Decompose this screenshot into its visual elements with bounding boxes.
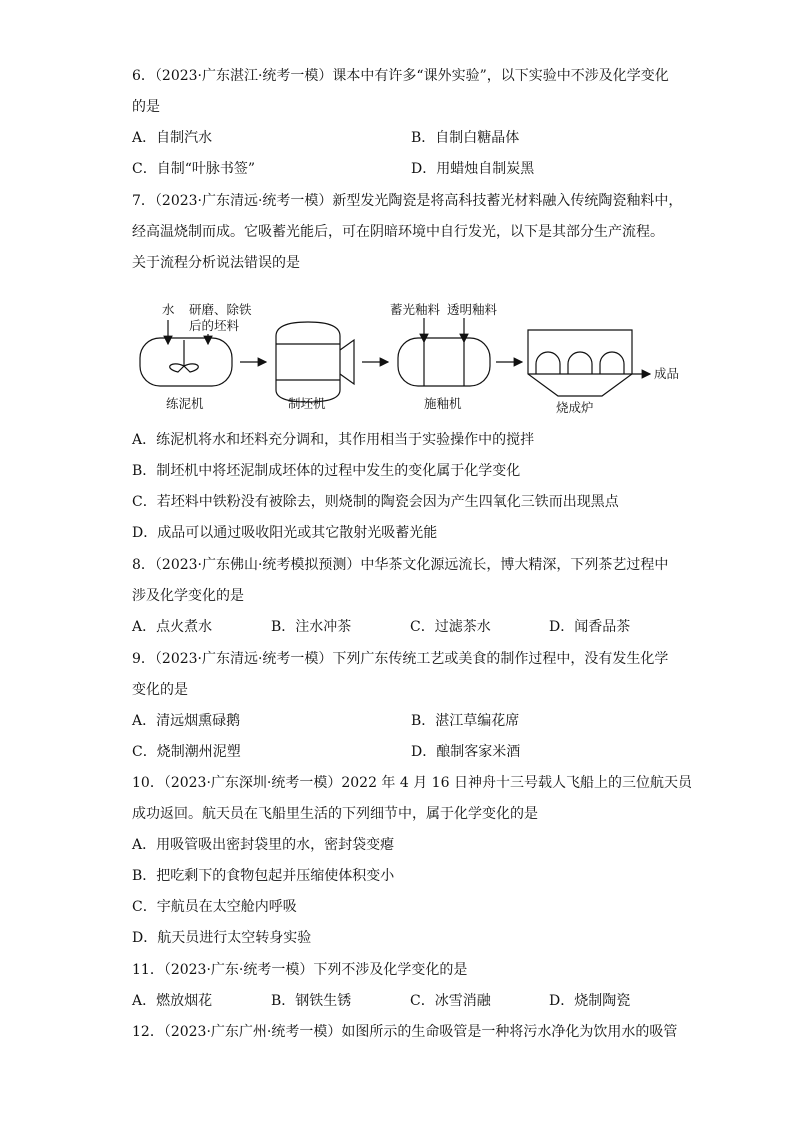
mud-mixer-shape [140, 338, 232, 386]
q11-option-b: B．钢铁生锈 [271, 993, 352, 1009]
label-clear-glaze: 透明釉料 [447, 302, 498, 317]
q8-stem-line1: 8．（2023·广东佛山·统考模拟预测）中华茶文化源远流长，博大精深，下列茶艺过程中 [132, 557, 669, 573]
q6-option-c: C．自制“叶脉书签” [132, 161, 256, 177]
label-kiln: 烧成炉 [556, 400, 594, 415]
q6-option-d: D．用蜡烛自制炭黑 [411, 161, 535, 177]
q9-option-c: C．烧制潮州泥塑 [132, 744, 241, 760]
blank-maker-shape [276, 322, 340, 402]
q10-option-d: D．航天员进行太空转身实验 [132, 930, 312, 946]
label-luminous-glaze: 蓄光釉料 [390, 302, 441, 317]
q9-option-d: D．酿制客家米酒 [411, 744, 521, 760]
label-glazing-machine: 施釉机 [424, 396, 462, 411]
q10-option-b: B．把吃剩下的食物包起并压缩使体积变小 [132, 868, 395, 884]
label-water: 水 [162, 302, 175, 317]
q8-option-d: D．闻香品茶 [549, 619, 631, 635]
q10-option-c: C．宇航员在太空舱内呼吸 [132, 899, 297, 915]
q8-stem-line2: 涉及化学变化的是 [132, 588, 244, 604]
q7-option-b: B．制坯机中将坯泥制成坯体的过程中发生的变化属于化学变化 [132, 463, 521, 479]
q6-stem-line2: 的是 [132, 99, 160, 115]
q7-option-c: C．若坯料中铁粉没有被除去，则烧制的陶瓷会因为产生四氧化三铁而出现黑点 [132, 494, 619, 510]
production-flow-diagram [132, 300, 692, 422]
q7-stem-line3: 关于流程分析说法错误的是 [132, 255, 300, 271]
q9-stem-line1: 9．（2023·广东清远·统考一模）下列广东传统工艺或美食的制作过程中，没有发生化学 [132, 651, 669, 667]
q7-stem-line1: 7．（2023·广东清远·统考一模）新型发光陶瓷是将高科技蓄光材料融入传统陶瓷釉料中， [132, 193, 683, 209]
q8-option-c: C．过滤茶水 [410, 619, 491, 635]
q8-option-b: B．注水冲茶 [271, 619, 352, 635]
q12-stem-line1: 12．（2023·广东广州·统考一模）如图所示的生命吸管是一种将污水净化为饮用水的吸管 [132, 1024, 678, 1040]
q11-stem-line1: 11．（2023·广东·统考一模）下列不涉及化学变化的是 [132, 962, 468, 978]
q9-stem-line2: 变化的是 [132, 682, 188, 698]
label-mud-mixer: 练泥机 [166, 396, 204, 411]
q6-option-b: B．自制白糖晶体 [411, 130, 520, 146]
q10-stem-line1: 10．（2023·广东深圳·统考一模）2022 年 4 月 16 日神舟十三号载人飞船上的三位航天员 [132, 775, 692, 791]
q11-option-c: C．冰雪消融 [410, 993, 491, 1009]
label-blank-line1: 研磨、除铁 [189, 302, 252, 317]
q7-option-a: A．练泥机将水和坯料充分调和，其作用相当于实验操作中的搅拌 [132, 432, 535, 448]
q8-option-a: A．点火煮水 [132, 619, 213, 635]
q10-option-a: A．用吸管吸出密封袋里的水，密封袋变瘪 [132, 837, 395, 853]
q6-stem-line1: 6．（2023·广东湛江·统考一模）课本中有许多“课外实验”，以下实验中不涉及化学变化 [132, 68, 669, 84]
kiln-shape [528, 330, 632, 396]
q9-option-b: B．湛江草编花席 [411, 713, 520, 729]
q11-option-a: A．燃放烟花 [132, 993, 213, 1009]
label-blank-line2: 后的坯料 [189, 318, 240, 333]
q6-option-a: A．自制汽水 [132, 130, 213, 146]
glazing-machine-shape [398, 338, 490, 386]
q7-stem-line2: 经高温烧制而成。它吸蓄光能后，可在阴暗环境中自行发光，以下是其部分生产流程。 [132, 224, 664, 240]
q9-option-a: A．清远烟熏碌鹅 [132, 713, 241, 729]
label-product: 成品 [654, 366, 680, 381]
q7-option-d: D．成品可以通过吸收阳光或其它散射光吸蓄光能 [132, 525, 438, 541]
label-blank-maker: 制坯机 [288, 396, 326, 411]
q11-option-d: D．烧制陶瓷 [549, 993, 631, 1009]
q10-stem-line2: 成功返回。航天员在飞船里生活的下列细节中，属于化学变化的是 [132, 806, 538, 822]
